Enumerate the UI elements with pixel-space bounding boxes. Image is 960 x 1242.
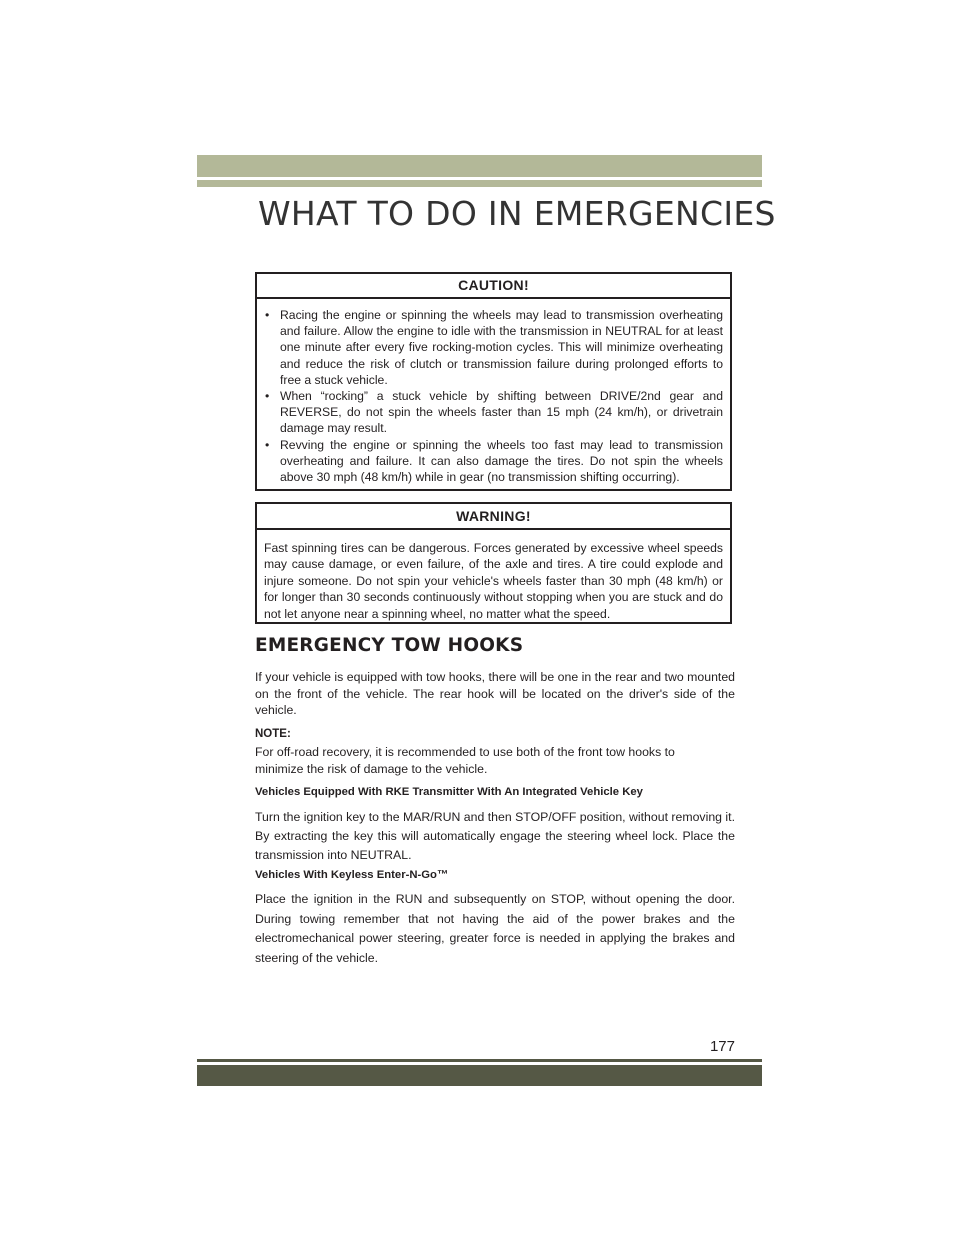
note-paragraph: For off-road recovery, it is recommended to use both of the front tow hooks to minimize the risk of damage to the vehicle. (255, 745, 675, 776)
header-rule (197, 180, 762, 187)
footer-band (197, 1065, 762, 1086)
intro-paragraph: If your vehicle is equipped with tow hooks, there will be one in the rear and two mounted on the front of the vehicle. The rear hook will be located on the driver's side of the vehicle. (255, 670, 735, 718)
subheading-keyless: Vehicles With Keyless Enter-N-Go™ (255, 869, 449, 881)
caution-item-text: Revving the engine or spinning the wheels too fast may lead to transmission overheating and failure. It can also damage the tires. Do not spin the wheels above 30 mph (48 km/h) while in gear (no transmission shifting occurring). (280, 437, 723, 485)
footer-rule (197, 1059, 762, 1062)
caution-item (265, 437, 723, 486)
rke-paragraph: Turn the ignition key to the MAR/RUN and then STOP/OFF position, without removing it. By extracting the key this will automatically engage the steering wheel lock. Place the transmission into NEUTRAL. (255, 810, 735, 862)
keyless-paragraph: Place the ignition in the RUN and subsequently on STOP, without opening the door. During towing remember that not having the aid of the power brakes and the electromechanical power steering, greater force is needed in applying the brakes and steering of the vehicle. (255, 892, 735, 965)
bullet-icon: • (265, 437, 270, 452)
bullet-icon: • (265, 308, 270, 322)
section-heading: EMERGENCY TOW HOOKS (255, 635, 524, 656)
caution-item (265, 307, 723, 388)
caution-item-text: Racing the engine or spinning the wheels may lead to transmission overheating and failure. Allow the engine to idle with the transmission in NEUTRAL for at least one minute after every five rocking-motion cycles. This will minimize overheating and reduce the risk of clutch or transmission failure during prolonged efforts to free a stuck vehicle. (280, 308, 723, 387)
subheading-rke: Vehicles Equipped With RKE Transmitter With An Integrated Vehicle Key (255, 786, 643, 798)
warning-box (255, 502, 732, 624)
bullet-icon: • (265, 389, 270, 404)
warning-title: WARNING! (257, 504, 730, 530)
caution-title: CAUTION! (257, 274, 730, 299)
chapter-title: WHAT TO DO IN EMERGENCIES (258, 194, 776, 233)
page-number: 177 (709, 1038, 735, 1055)
header-band (197, 155, 762, 177)
caution-box (255, 272, 732, 491)
caution-item (265, 388, 723, 437)
warning-text: Fast spinning tires can be dangerous. Forces generated by excessive wheel speeds may cause damage, or even failure, of the axle and tires. A tire could explode and injure someone. Do not spin your vehicle's wheels faster than 30 mph (48 km/h) or for longer than 30 seconds continuously without stopping when you are stuck and do not let anyone near a spinning wheel, no matter what the speed. (264, 541, 723, 621)
caution-item-text: When “rocking” a stuck vehicle by shifting between DRIVE/2nd gear and REVERSE, do not spin the wheels faster than 15 mph (24 km/h), or drivetrain damage may result. (280, 389, 723, 436)
caution-list (257, 299, 730, 485)
note-label: NOTE: (255, 728, 291, 740)
